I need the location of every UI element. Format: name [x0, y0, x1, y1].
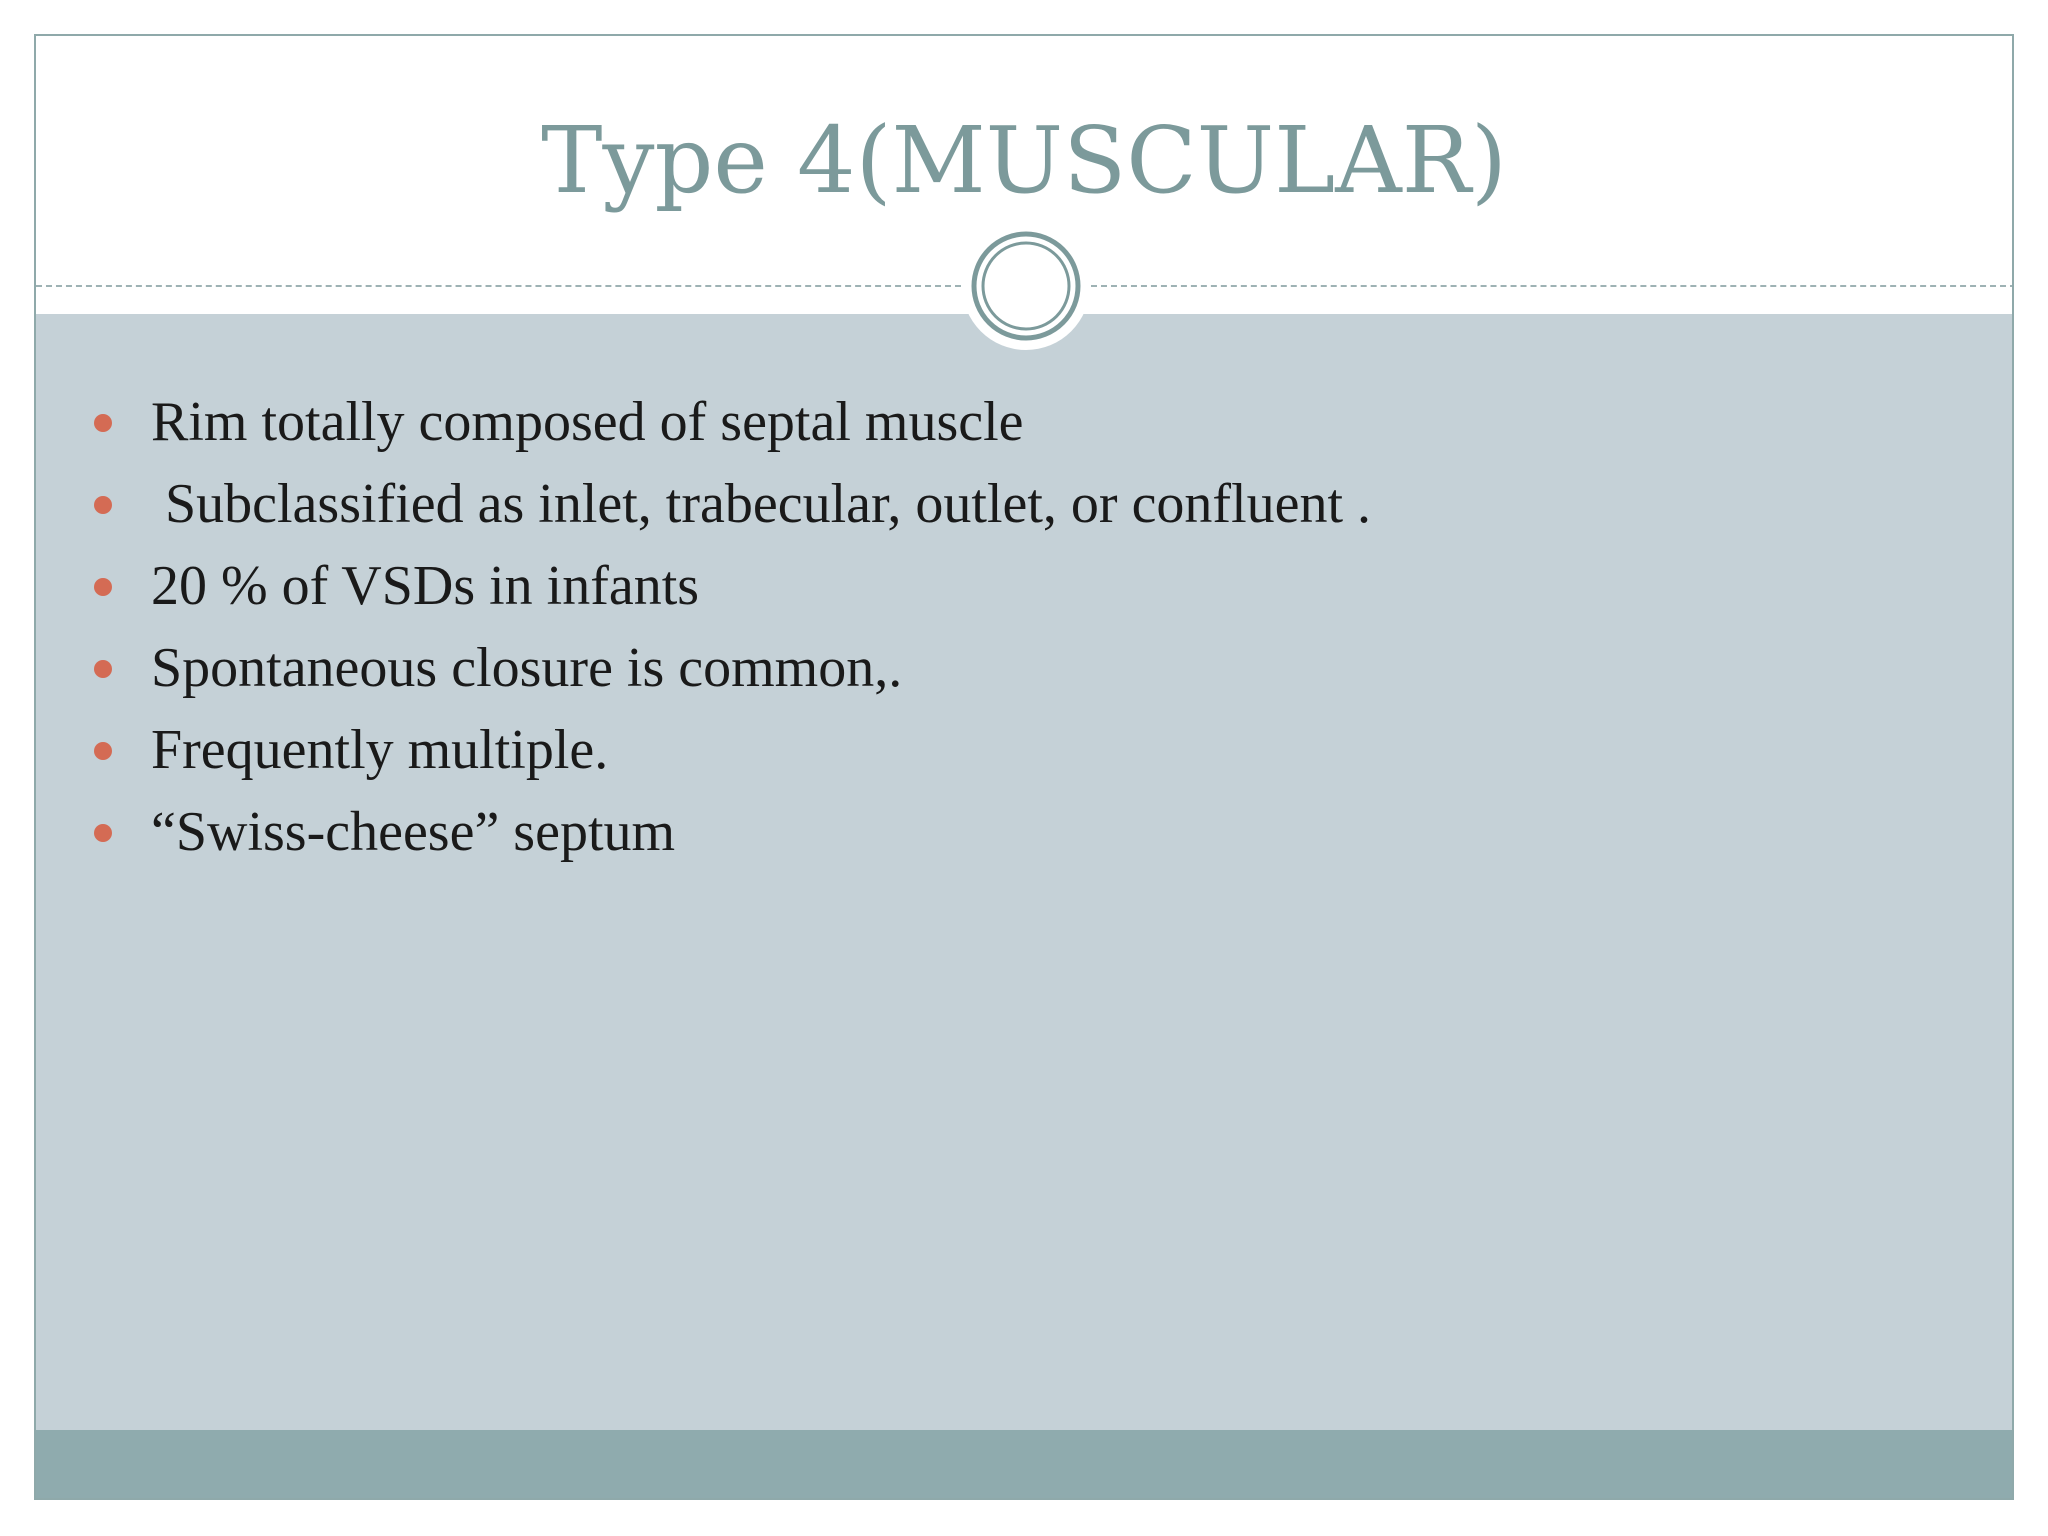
bullet-item [36, 381, 1024, 463]
slide-title: Type 4(MUSCULAR) [541, 107, 1507, 214]
round-bullet-icon [94, 742, 112, 760]
footer-band [36, 1430, 2012, 1500]
bullet-text: Spontaneous closure is common,. [151, 637, 903, 699]
round-bullet-icon [94, 824, 112, 842]
double-ring-ornament-icon [961, 221, 1091, 351]
title-divider-left [36, 285, 961, 287]
bullet-text: Rim totally composed of septal muscle [151, 391, 1024, 453]
round-bullet-icon [94, 496, 112, 514]
round-bullet-icon [94, 414, 112, 432]
title-divider-right [1091, 285, 2014, 287]
bullet-item [36, 463, 1372, 545]
bullet-text: “Swiss-cheese” septum [151, 801, 676, 863]
bullet-text: Subclassified as inlet, trabecular, outlet, or confluent . [151, 473, 1372, 535]
slide [34, 34, 2014, 1500]
bullet-text: 20 % of VSDs in infants [151, 555, 700, 617]
bullet-item [36, 627, 903, 709]
bullet-list [36, 381, 1372, 873]
bullet-item [36, 545, 700, 627]
bullet-text: Frequently multiple. [151, 719, 609, 781]
bullet-item [36, 791, 676, 873]
bullet-item [36, 709, 609, 791]
round-bullet-icon [94, 578, 112, 596]
round-bullet-icon [94, 660, 112, 678]
